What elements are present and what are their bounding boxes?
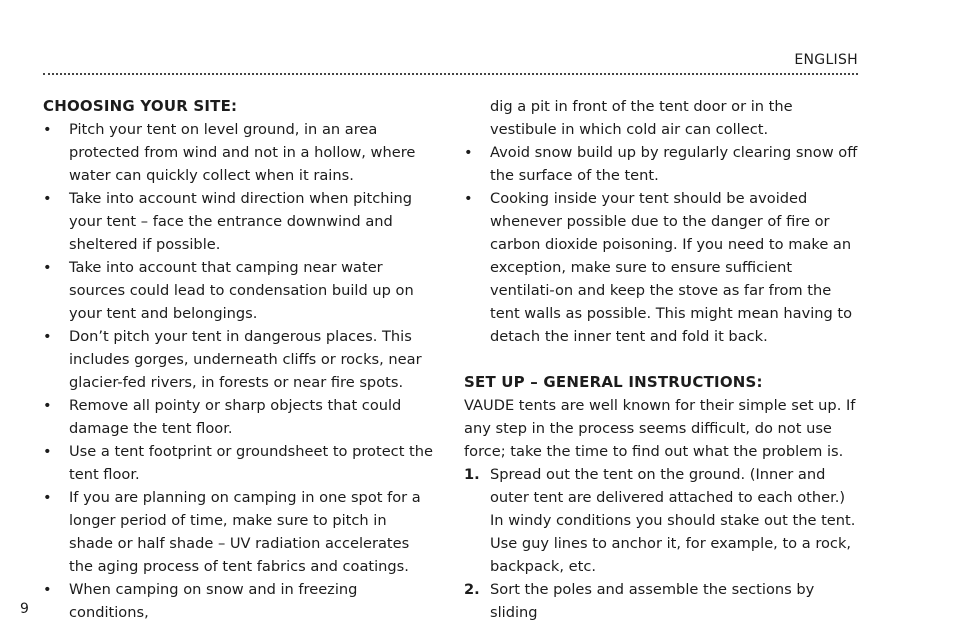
list-item: • When camping on snow and in freezing conditions, [43, 578, 435, 624]
site-tips-list [43, 118, 435, 624]
step-number: 1. [464, 466, 480, 483]
list-item: • Avoid snow build up by regularly clearing snow off the surface of the tent. [464, 141, 858, 187]
right-column [464, 95, 858, 624]
step-item [464, 578, 858, 624]
list-item: • If you are planning on camping in one spot for a longer period of time, make sure to pitch in shade or half shade – UV radiation accelerates the aging process of tent fabrics and coatings. [43, 486, 435, 578]
list-item: • Remove all pointy or sharp objects that could damage the tent floor. [43, 394, 435, 440]
dotted-divider [43, 73, 858, 75]
list-item: • Pitch your tent on level ground, in an area protected from wind and not in a hollow, where water can quickly collect when it rains. [43, 118, 435, 187]
step-text: Spread out the tent on the ground. (Inner and outer tent are delivered attached to each other.) In windy conditions you should stake out the tent. Use guy lines to anchor it, for example, to a rock, backpack, etc. [490, 466, 856, 575]
language-label: ENGLISH [794, 52, 858, 68]
page-number: 9 [20, 601, 29, 617]
list-item: • Take into account wind direction when pitching your tent – face the entrance downwind and sheltered if possible. [43, 187, 435, 256]
section-heading-setup: SET UP – GENERAL INSTRUCTIONS: [464, 373, 763, 391]
list-item: • Don’t pitch your tent in dangerous places. This includes gorges, underneath cliffs or rocks, near glacier-fed rivers, in forests or near fire spots. [43, 325, 435, 394]
spacer [464, 348, 858, 371]
continued-text: dig a pit in front of the tent door or in the vestibule in which cold air can collect. [490, 98, 793, 138]
setup-intro: VAUDE tents are well known for their simple set up. If any step in the process seems difficult, do not use force; take the time to find out what the problem is. [464, 397, 856, 460]
left-column [43, 95, 435, 624]
step-number: 2. [464, 581, 480, 598]
list-item: • Take into account that camping near water sources could lead to condensation build up on your tent and belongings. [43, 256, 435, 325]
site-tips-list-continued [464, 141, 858, 348]
setup-steps-list [464, 463, 858, 624]
list-item: • Use a tent footprint or groundsheet to protect the tent floor. [43, 440, 435, 486]
step-text: Sort the poles and assemble the sections by sliding [490, 581, 815, 621]
step-item [464, 463, 858, 578]
section-heading-choosing-site: CHOOSING YOUR SITE: [43, 97, 238, 115]
list-item: • Cooking inside your tent should be avoided whenever possible due to the danger of fire or carbon dioxide poisoning. If you need to make an exception, make sure to ensure sufficient ventilati-on and keep the stove as far from the tent walls as possible. This might mean having to detach the inner tent and fold it back. [464, 187, 858, 348]
